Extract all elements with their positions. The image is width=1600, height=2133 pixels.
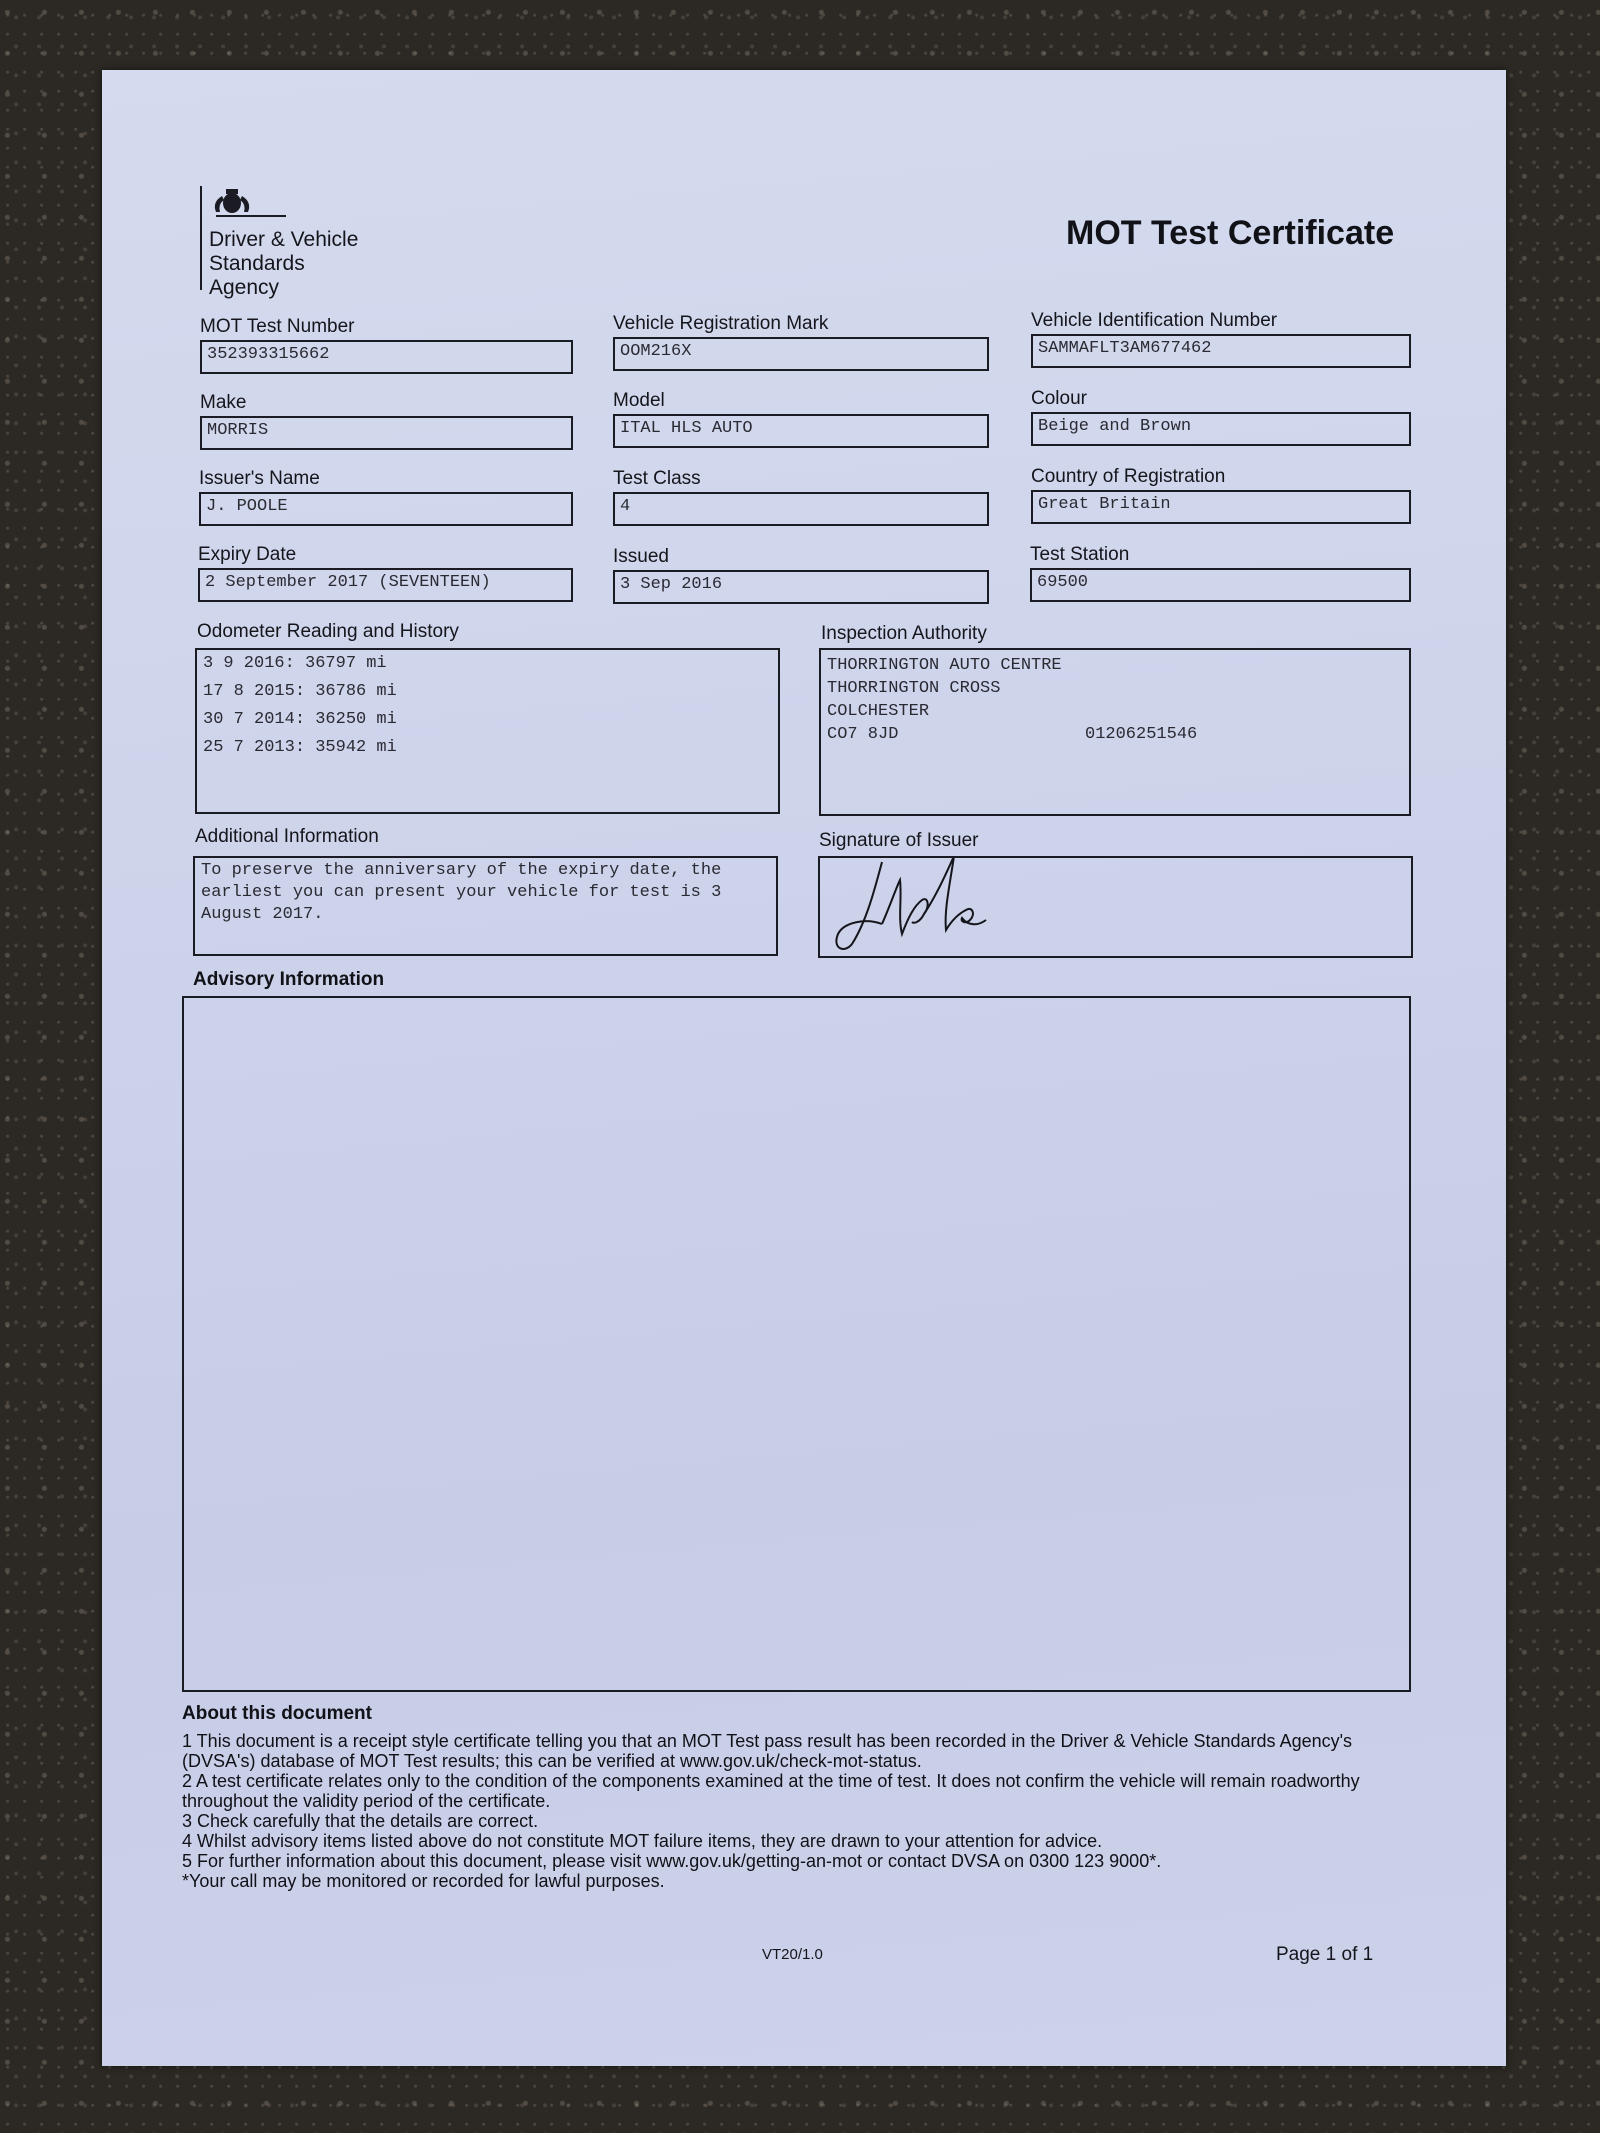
- expiry-label: Expiry Date: [198, 544, 297, 565]
- authority-postcode-row: [827, 723, 1403, 746]
- authority-phone: 01206251546: [1085, 725, 1198, 744]
- royal-crest-icon: [208, 186, 288, 226]
- odometer-entry: 25 7 2013: 35942 mi: [203, 738, 397, 757]
- issuer-name-field: J. POOLE: [199, 492, 573, 526]
- country-label: Country of Registration: [1031, 466, 1226, 487]
- about-item: 2 A test certificate relates only to the condition of the components examined at the time of test. It does not confirm the vehicle will remain roadworthy throughout the validity period of the certificate.: [182, 1771, 1360, 1811]
- test-class-label: Test Class: [613, 468, 701, 489]
- about-item: 3 Check carefully that the details are correct.: [182, 1811, 539, 1831]
- additional-info-box: To preserve the anniversary of the expiry date, the earliest you can present your vehicle for test is 3 August 2017.: [193, 856, 778, 956]
- agency-name-line-1: Driver & Vehicle: [209, 228, 359, 251]
- mot-test-number-field: 352393315662: [200, 340, 573, 374]
- issuer-name-label: Issuer's Name: [199, 468, 320, 489]
- agency-logo: [200, 186, 400, 299]
- odometer-entry: 3 9 2016: 36797 mi: [203, 654, 387, 673]
- odometer-label: Odometer Reading and History: [197, 621, 459, 642]
- vrm-label: Vehicle Registration Mark: [613, 313, 829, 334]
- form-code: VT20/1.0: [762, 1946, 823, 1963]
- test-station-label: Test Station: [1030, 544, 1130, 565]
- vin-field: SAMMAFLT3AM677462: [1031, 334, 1411, 368]
- signature-box: [818, 856, 1413, 958]
- inspection-authority-box: [819, 648, 1411, 816]
- about-section: [182, 1703, 1412, 1891]
- test-station-field: 69500: [1030, 568, 1411, 602]
- test-class-field: 4: [613, 492, 989, 526]
- agency-name-line-3: Agency: [209, 276, 280, 299]
- colour-field: Beige and Brown: [1031, 412, 1411, 446]
- about-item: 1 This document is a receipt style certificate telling you that an MOT Test pass result has been recorded in the Driver & Vehicle Standards Agency's (DVSA's) database of MOT Test results; this can be verified at www.gov.uk/check-mot-status.: [182, 1731, 1353, 1771]
- colour-label: Colour: [1031, 388, 1087, 409]
- expiry-field: 2 September 2017 (SEVENTEEN): [198, 568, 573, 602]
- agency-name-line-2: Standards: [209, 252, 305, 275]
- mot-test-number-label: MOT Test Number: [200, 316, 355, 337]
- country-field: Great Britain: [1031, 490, 1411, 524]
- certificate-paper: [102, 70, 1506, 2066]
- advisory-info-label: Advisory Information: [193, 969, 385, 990]
- issued-field: 3 Sep 2016: [613, 570, 989, 604]
- model-label: Model: [613, 390, 665, 411]
- signature-label: Signature of Issuer: [819, 830, 979, 851]
- issued-label: Issued: [613, 546, 669, 567]
- issuer-signature: [826, 856, 996, 956]
- authority-address-line: THORRINGTON CROSS: [827, 679, 1001, 698]
- vrm-field: OOM216X: [613, 337, 989, 371]
- about-item: 4 Whilst advisory items listed above do not constitute MOT failure items, they are drawn to your attention for advice.: [182, 1831, 1103, 1851]
- logo-divider-line: [200, 186, 202, 290]
- vin-label: Vehicle Identification Number: [1031, 310, 1278, 331]
- odometer-entry: 17 8 2015: 36786 mi: [203, 682, 397, 701]
- odometer-entry: 30 7 2014: 36250 mi: [203, 710, 397, 729]
- make-label: Make: [200, 392, 247, 413]
- odometer-history-box: [195, 648, 780, 814]
- about-heading: About this document: [182, 1703, 372, 1724]
- additional-info-label: Additional Information: [195, 826, 379, 847]
- document-title: MOT Test Certificate: [1066, 214, 1395, 252]
- model-field: ITAL HLS AUTO: [613, 414, 989, 448]
- advisory-info-box: [182, 996, 1411, 1692]
- make-field: MORRIS: [200, 416, 573, 450]
- authority-town: COLCHESTER: [827, 702, 930, 721]
- about-item: 5 For further information about this document, please visit www.gov.uk/getting-an-mot or contact DVSA on 0300 123 9000*.: [182, 1851, 1162, 1871]
- page-indicator: Page 1 of 1: [1276, 1944, 1374, 1965]
- authority-postcode: CO7 8JD: [827, 725, 899, 744]
- call-monitoring-note: *Your call may be monitored or recorded for lawful purposes.: [182, 1871, 665, 1891]
- authority-name: THORRINGTON AUTO CENTRE: [827, 656, 1062, 675]
- inspection-authority-label: Inspection Authority: [821, 623, 987, 644]
